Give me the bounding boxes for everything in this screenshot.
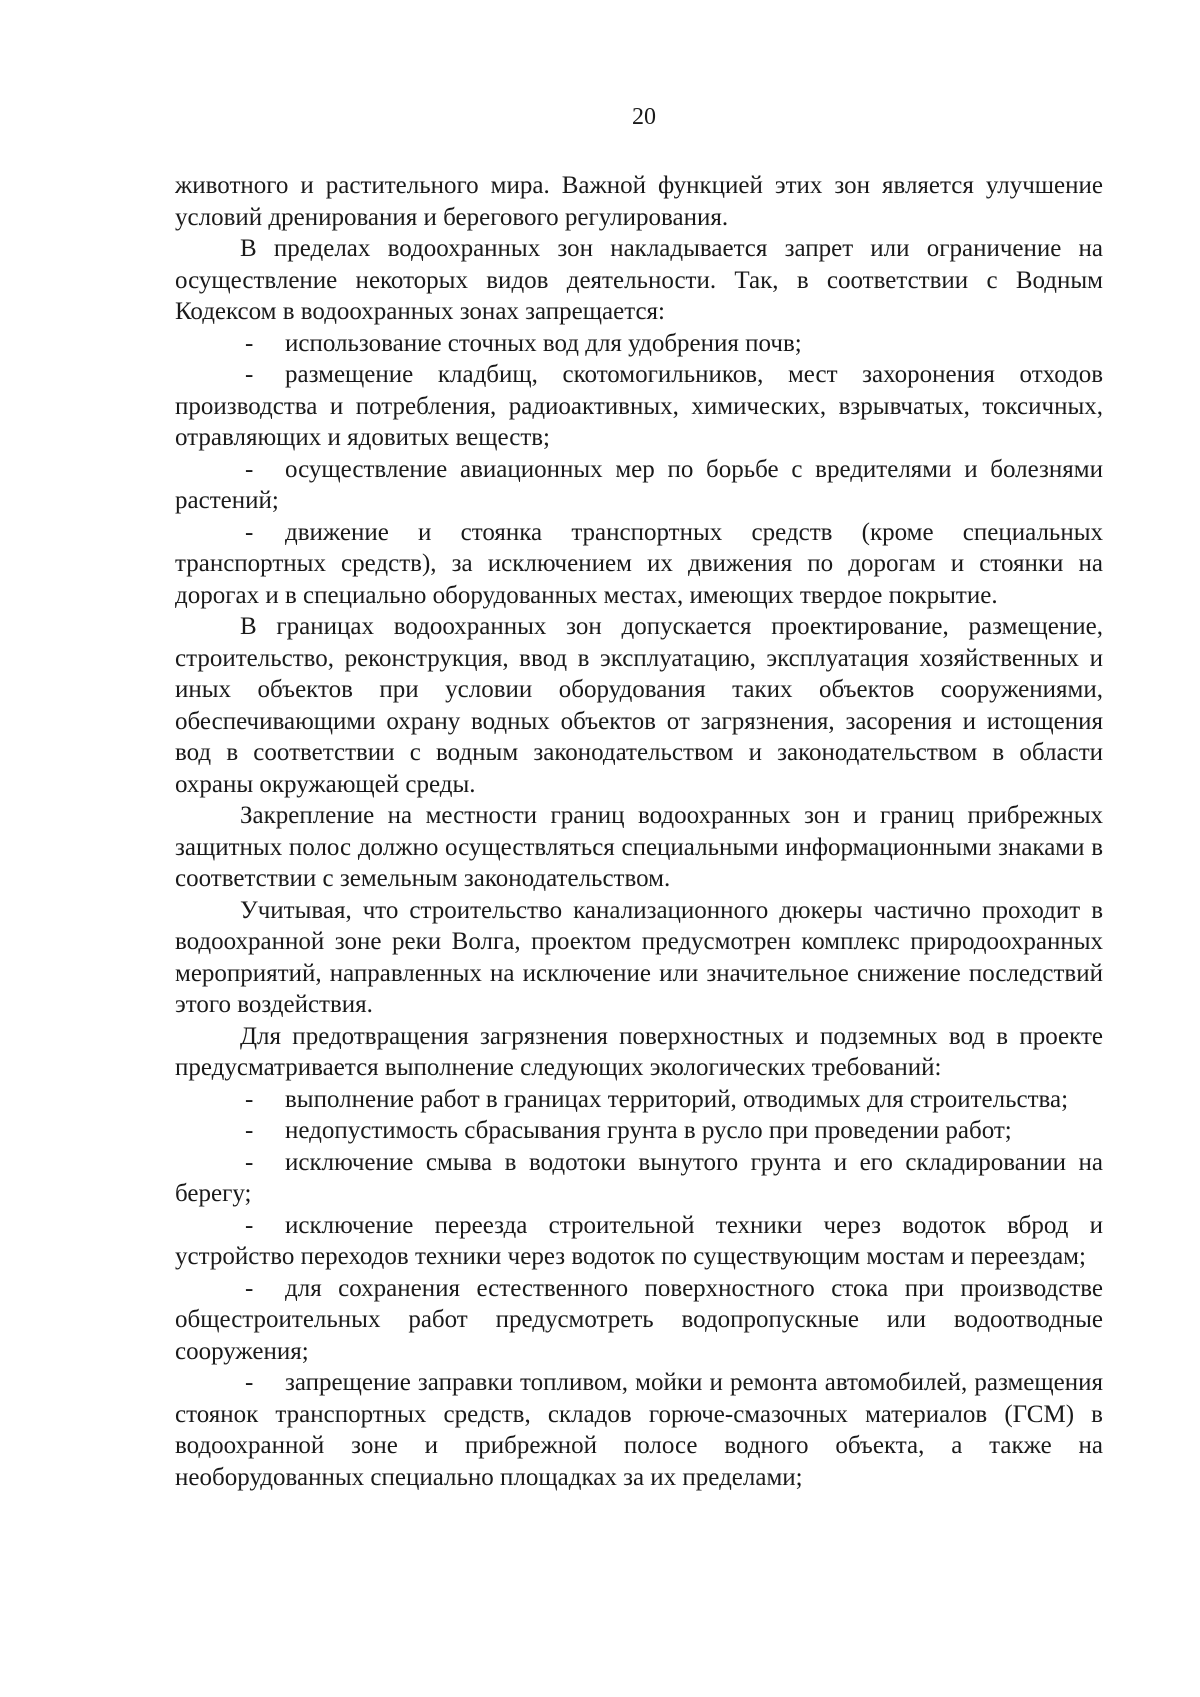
- list-dash: -: [245, 1117, 254, 1144]
- list-item-text: выполнение работ в границах территорий, отводимых для строительства;: [285, 1085, 1069, 1113]
- list-item: [175, 1084, 1103, 1116]
- list-item: [175, 328, 1103, 360]
- list-dash: -: [245, 518, 254, 546]
- list-item-text: исключение смыва в водотоки вынутого грунта и его складировании на берегу;: [175, 1148, 1103, 1207]
- page-number: 20: [632, 104, 656, 130]
- list-item-text: осуществление авиационных мер по борьбе с вредителями и болезнями растений;: [175, 455, 1103, 514]
- list-item: [175, 359, 1103, 454]
- list-dash: -: [245, 329, 254, 357]
- list-item-text: размещение кладбищ, скотомогильников, мест захоронения отходов производства и потребления, радиоактивных, химических, взрывчатых, токсичных, отравляющих и ядовитых веществ;: [175, 361, 1103, 451]
- list-item-text: для сохранения естественного поверхностного стока при производстве общестроительных работ предусмотреть водопропускные или водоотводные сооружения;: [175, 1274, 1103, 1365]
- paragraph: Закрепление на местности границ водоохранных зон и границ прибрежных защитных полос должно осуществляться специальными информационными знаками в соответствии с земельным законодательством.: [175, 802, 1103, 892]
- paragraph: В пределах водоохранных зон накладывается запрет или ограничение на осуществление некоторых видов деятельности. Так, в соответствии с Водным Кодексом в водоохранных зонах запрещается:: [175, 235, 1103, 325]
- list-item-text: запрещение заправки топливом, мойки и ремонта автомобилей, размещения стоянок транспортных средств, складов горюче-смазочных материалов (ГСМ) в водоохранной зоне и прибрежной полосе водного объекта, а также на необорудованных специально площадках за их пределами;: [175, 1369, 1103, 1491]
- list-dash: -: [245, 1148, 254, 1176]
- list-dash: -: [245, 1274, 254, 1302]
- paragraph: В границах водоохранных зон допускается проектирование, размещение, строительство, реконструкция, ввод в эксплуатацию, эксплуатация хозяйственных и иных объектов при условии оборудования таких объектов сооружениями, обеспечивающими охрану водных объектов от загрязнения, засорения и истощения вод в соответствии с водным законодательством и законодательством в области охраны окружающей среды.: [175, 613, 1103, 798]
- paragraph-continuation: животного и растительного мира. Важной функцией этих зон является улучшение условий дренирования и берегового регулирования.: [175, 172, 1103, 231]
- list-dash: -: [245, 1085, 254, 1113]
- list-dash: -: [245, 1369, 254, 1396]
- paragraph: Учитывая, что строительство канализационного дюкеры частично проходит в водоохранной зоне реки Волга, проектом предусмотрен комплекс природоохранных мероприятий, направленных на исключение или значительное снижение последствий этого воздействия.: [175, 896, 1103, 1018]
- list-item: [175, 1367, 1103, 1493]
- list-item-text: исключение переезда строительной техники через водоток вброд и устройство переходов техники через водоток по существующим мостам и переездам;: [175, 1211, 1103, 1270]
- list-item-text: движение и стоянка транспортных средств (кроме специальных транспортных средств), за исключением их движения по дорогам и стоянки на дорогах и в специально оборудованных местах, имеющих твердое покрытие.: [175, 518, 1103, 609]
- list-item: [175, 1210, 1103, 1273]
- list-item: [175, 1115, 1103, 1147]
- document-body: [175, 170, 1103, 1493]
- list-item: [175, 454, 1103, 517]
- list-item-text: недопустимость сбрасывания грунта в русло при проведении работ;: [285, 1117, 1012, 1144]
- list-item-text: использование сточных вод для удобрения почв;: [285, 329, 802, 357]
- list-dash: -: [245, 1211, 254, 1239]
- list-dash: -: [245, 455, 254, 483]
- list-item: [175, 1273, 1103, 1368]
- list-item: [175, 1147, 1103, 1210]
- list-dash: -: [245, 361, 254, 388]
- paragraph: Для предотвращения загрязнения поверхностных и подземных вод в проекте предусматривается выполнение следующих экологических требований:: [175, 1022, 1103, 1081]
- list-item: [175, 517, 1103, 612]
